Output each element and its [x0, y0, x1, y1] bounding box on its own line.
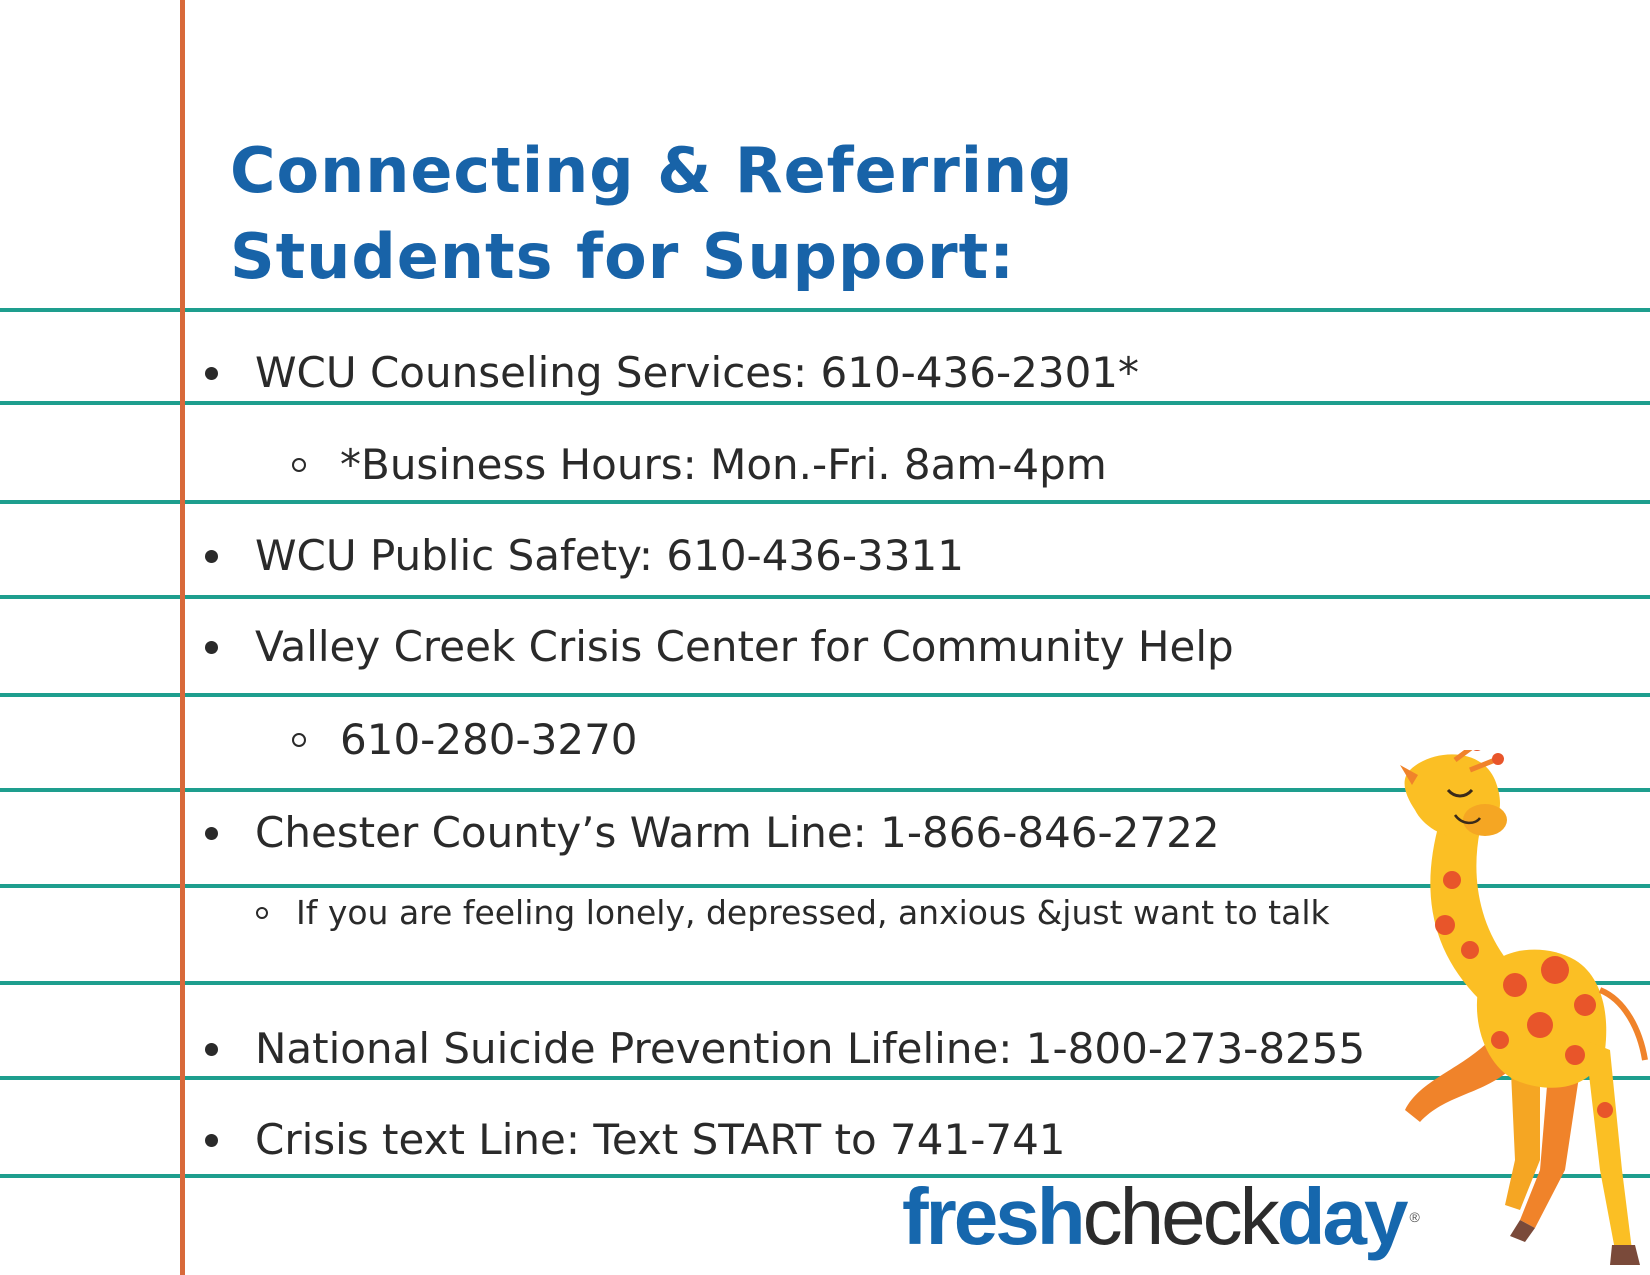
list-item-text: 610-280-3270 [340, 715, 638, 764]
list-item-text: Crisis text Line: Text START to 741-741 [255, 1115, 1066, 1164]
circle-bullet-icon [292, 733, 306, 747]
bullet-icon [205, 1043, 218, 1056]
bullet-icon [205, 550, 218, 563]
list-item-text: Valley Creek Crisis Center for Community Help [255, 622, 1234, 671]
list-item-public-safety [255, 531, 964, 580]
circle-bullet-icon [292, 458, 306, 472]
bullet-icon [205, 641, 218, 654]
list-item-text: If you are feeling lonely, depressed, anxious &just want to talk [296, 893, 1330, 932]
notebook-rule [0, 500, 1650, 504]
list-item-valley-creek [255, 622, 1234, 671]
title-line-2: Students for Support: [230, 220, 1016, 293]
list-item-suicide-lifeline [255, 1024, 1365, 1073]
circle-bullet-icon [256, 907, 268, 919]
notebook-rule [0, 693, 1650, 697]
list-item-text: WCU Counseling Services: 610-436-2301* [255, 348, 1140, 397]
list-item-counseling [255, 348, 1139, 397]
list-item-text: National Suicide Prevention Lifeline: 1-800-273-8255 [255, 1024, 1366, 1073]
notebook-margin-line [180, 0, 185, 1275]
list-item-text: Chester County’s Warm Line: 1-866-846-2722 [255, 808, 1220, 857]
title-line-1: Connecting & Referring [230, 134, 1074, 207]
bullet-icon [205, 827, 218, 840]
logo-part-fresh: fresh [902, 1172, 1083, 1261]
logo-part-check: check [1082, 1172, 1277, 1261]
giraffe-icon [1400, 750, 1650, 1275]
notebook-rule [0, 308, 1650, 312]
list-subitem-valley-creek-phone [340, 715, 638, 764]
logo-part-day: day [1276, 1172, 1406, 1261]
notebook-rule [0, 595, 1650, 599]
list-subitem-warm-line-note [296, 893, 1330, 932]
list-item-text: WCU Public Safety: 610-436-3311 [255, 531, 964, 580]
notebook-rule [0, 401, 1650, 405]
page-title [230, 128, 1074, 300]
list-subitem-business-hours [340, 440, 1107, 489]
fresh-check-day-logo [902, 1172, 1420, 1262]
registered-mark: ® [1409, 1209, 1420, 1225]
list-item-text: *Business Hours: Mon.-Fri. 8am-4pm [340, 440, 1107, 489]
bullet-icon [205, 1134, 218, 1147]
list-item-crisis-text [255, 1115, 1066, 1164]
list-item-warm-line [255, 808, 1220, 857]
bullet-icon [205, 367, 218, 380]
